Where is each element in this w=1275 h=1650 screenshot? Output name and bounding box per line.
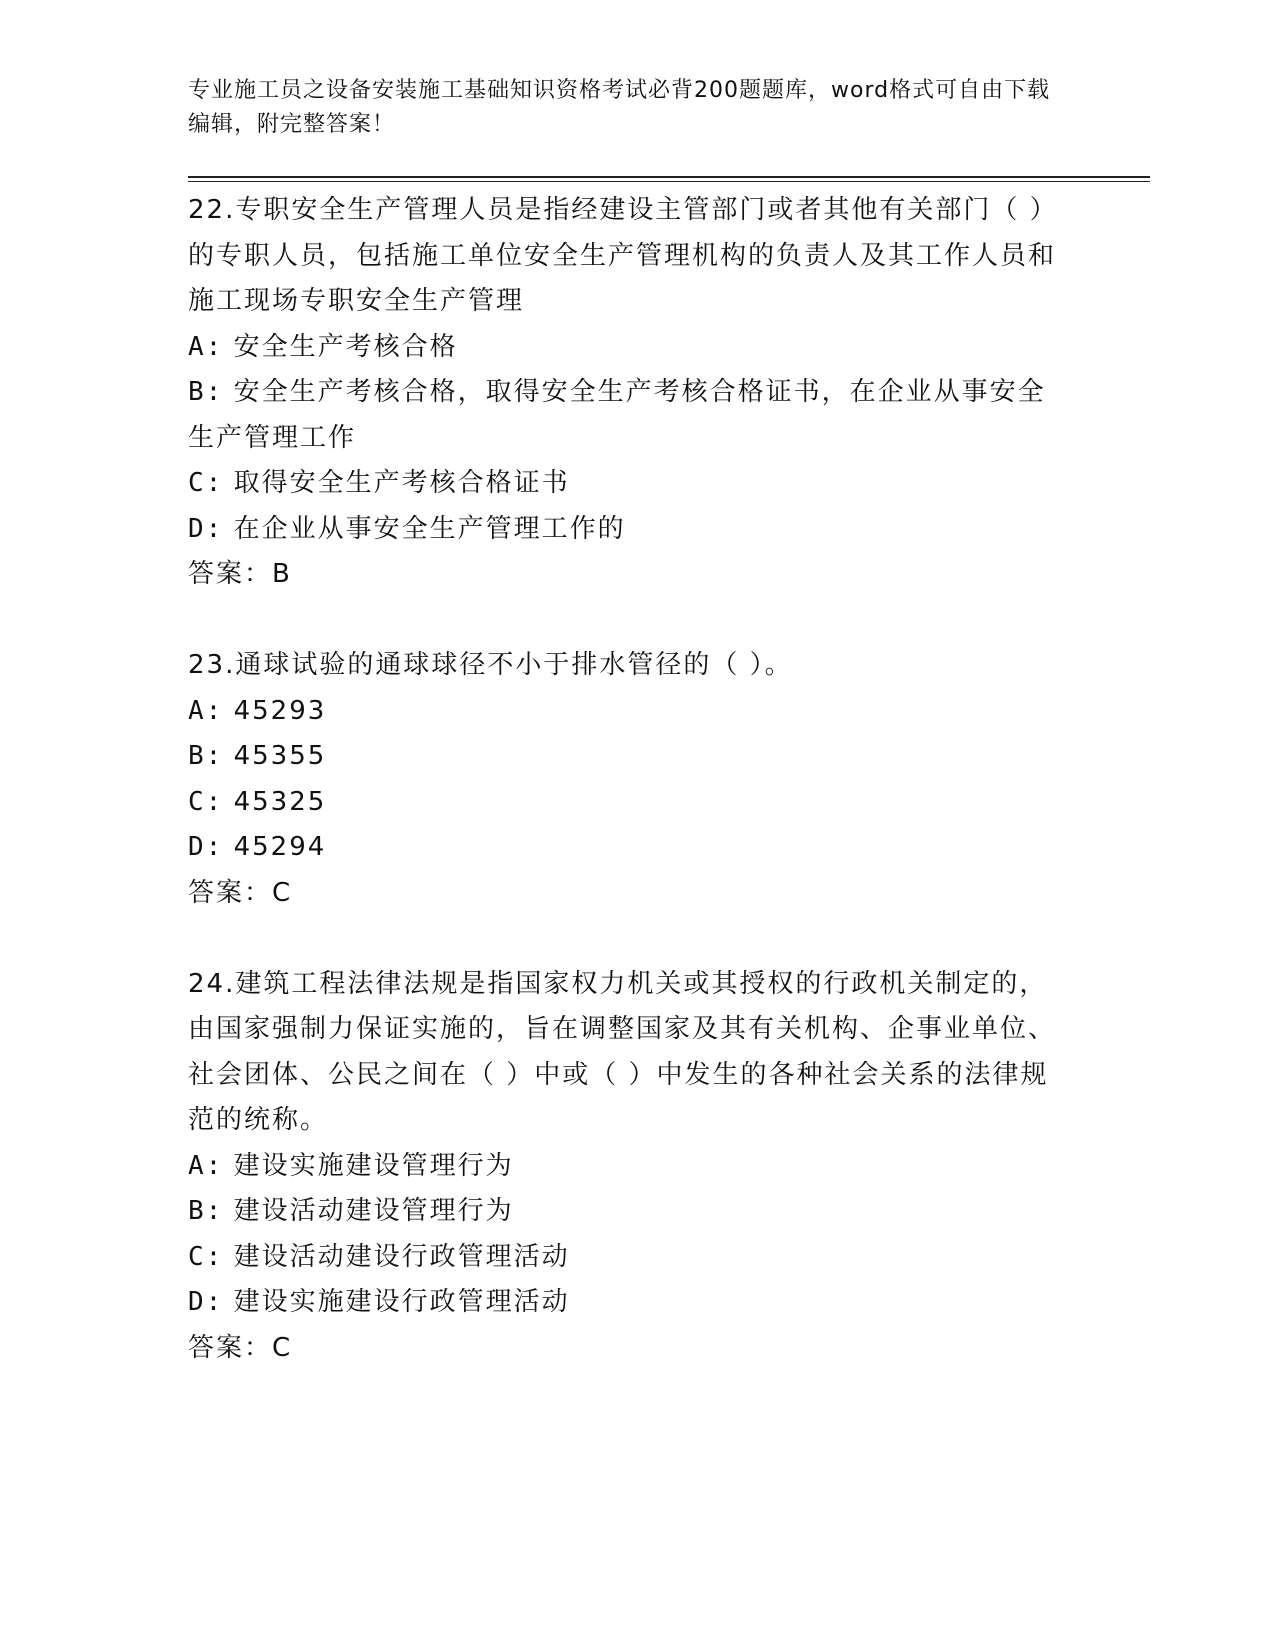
option-text: 45325	[233, 786, 327, 817]
question-23	[188, 643, 1068, 916]
answer: 答案：C	[188, 877, 293, 908]
question-gap	[188, 916, 1068, 962]
option-letter: D:	[188, 513, 224, 544]
option-text: 45293	[233, 695, 327, 726]
document-header: 专业施工员之设备安装施工基础知识资格考试必背200题题库，word格式可自由下载编辑，附完整答案！	[188, 78, 1051, 137]
question-24	[188, 962, 1068, 1372]
option-text: 取得安全生产考核合格证书	[233, 468, 570, 498]
question-text: 24.建筑工程法律法规是指国家权力机关或其授权的行政机关制定的，由国家强制力保证实施的，旨在调整国家及其有关机构、企事业单位、社会团体、公民之间在（ ）中或（ ）中发生的各种社会关系的法律规范的统称。	[188, 968, 1057, 1135]
option-d	[188, 1280, 1068, 1326]
option-a	[188, 325, 1068, 371]
option-letter: C:	[188, 468, 224, 498]
option-c	[188, 780, 1068, 826]
option-text: 安全生产考核合格，取得安全生产考核合格证书，在企业从事安全生产管理工作	[188, 377, 1046, 453]
option-c	[188, 1235, 1068, 1281]
answer: 答案：C	[188, 1332, 293, 1363]
option-b	[188, 1189, 1068, 1235]
option-text: 45355	[233, 741, 327, 771]
option-letter: A:	[188, 1150, 224, 1181]
option-letter: D:	[188, 1287, 224, 1317]
option-letter: A:	[188, 695, 224, 726]
option-letter: C:	[188, 1241, 224, 1272]
option-d	[188, 507, 1068, 553]
option-text: 建设实施建设行政管理活动	[233, 1287, 570, 1317]
question-text: 22.专职安全生产管理人员是指经建设主管部门或者其他有关部门（ ）的专职人员，包括施工单位安全生产管理机构的负责人及其工作人员和施工现场专职安全生产管理	[188, 195, 1058, 316]
option-text: 45294	[233, 832, 327, 862]
question-gap	[188, 598, 1068, 644]
option-d	[188, 825, 1068, 871]
option-text: 在企业从事安全生产管理工作的	[233, 513, 626, 544]
option-letter: B:	[188, 377, 224, 407]
option-a	[188, 1144, 1068, 1190]
header-rule-thick	[188, 176, 1150, 178]
option-text: 建设活动建设管理行为	[233, 1196, 514, 1226]
answer: 答案：B	[188, 559, 292, 589]
option-letter: A:	[188, 331, 224, 362]
option-a	[188, 689, 1068, 735]
option-c	[188, 461, 1068, 507]
option-b	[188, 734, 1068, 780]
header-rule-thin	[188, 181, 1150, 182]
question-list	[188, 188, 1068, 1371]
question-text: 23.通球试验的通球球径不小于排水管径的（ ）。	[188, 650, 793, 680]
option-letter: D:	[188, 832, 224, 862]
option-letter: B:	[188, 1196, 224, 1226]
question-22	[188, 188, 1068, 598]
option-letter: B:	[188, 741, 224, 771]
option-text: 安全生产考核合格	[233, 331, 458, 362]
option-b	[188, 370, 1068, 461]
option-text: 建设活动建设行政管理活动	[233, 1241, 570, 1272]
option-text: 建设实施建设管理行为	[233, 1150, 514, 1181]
option-letter: C:	[188, 786, 224, 817]
